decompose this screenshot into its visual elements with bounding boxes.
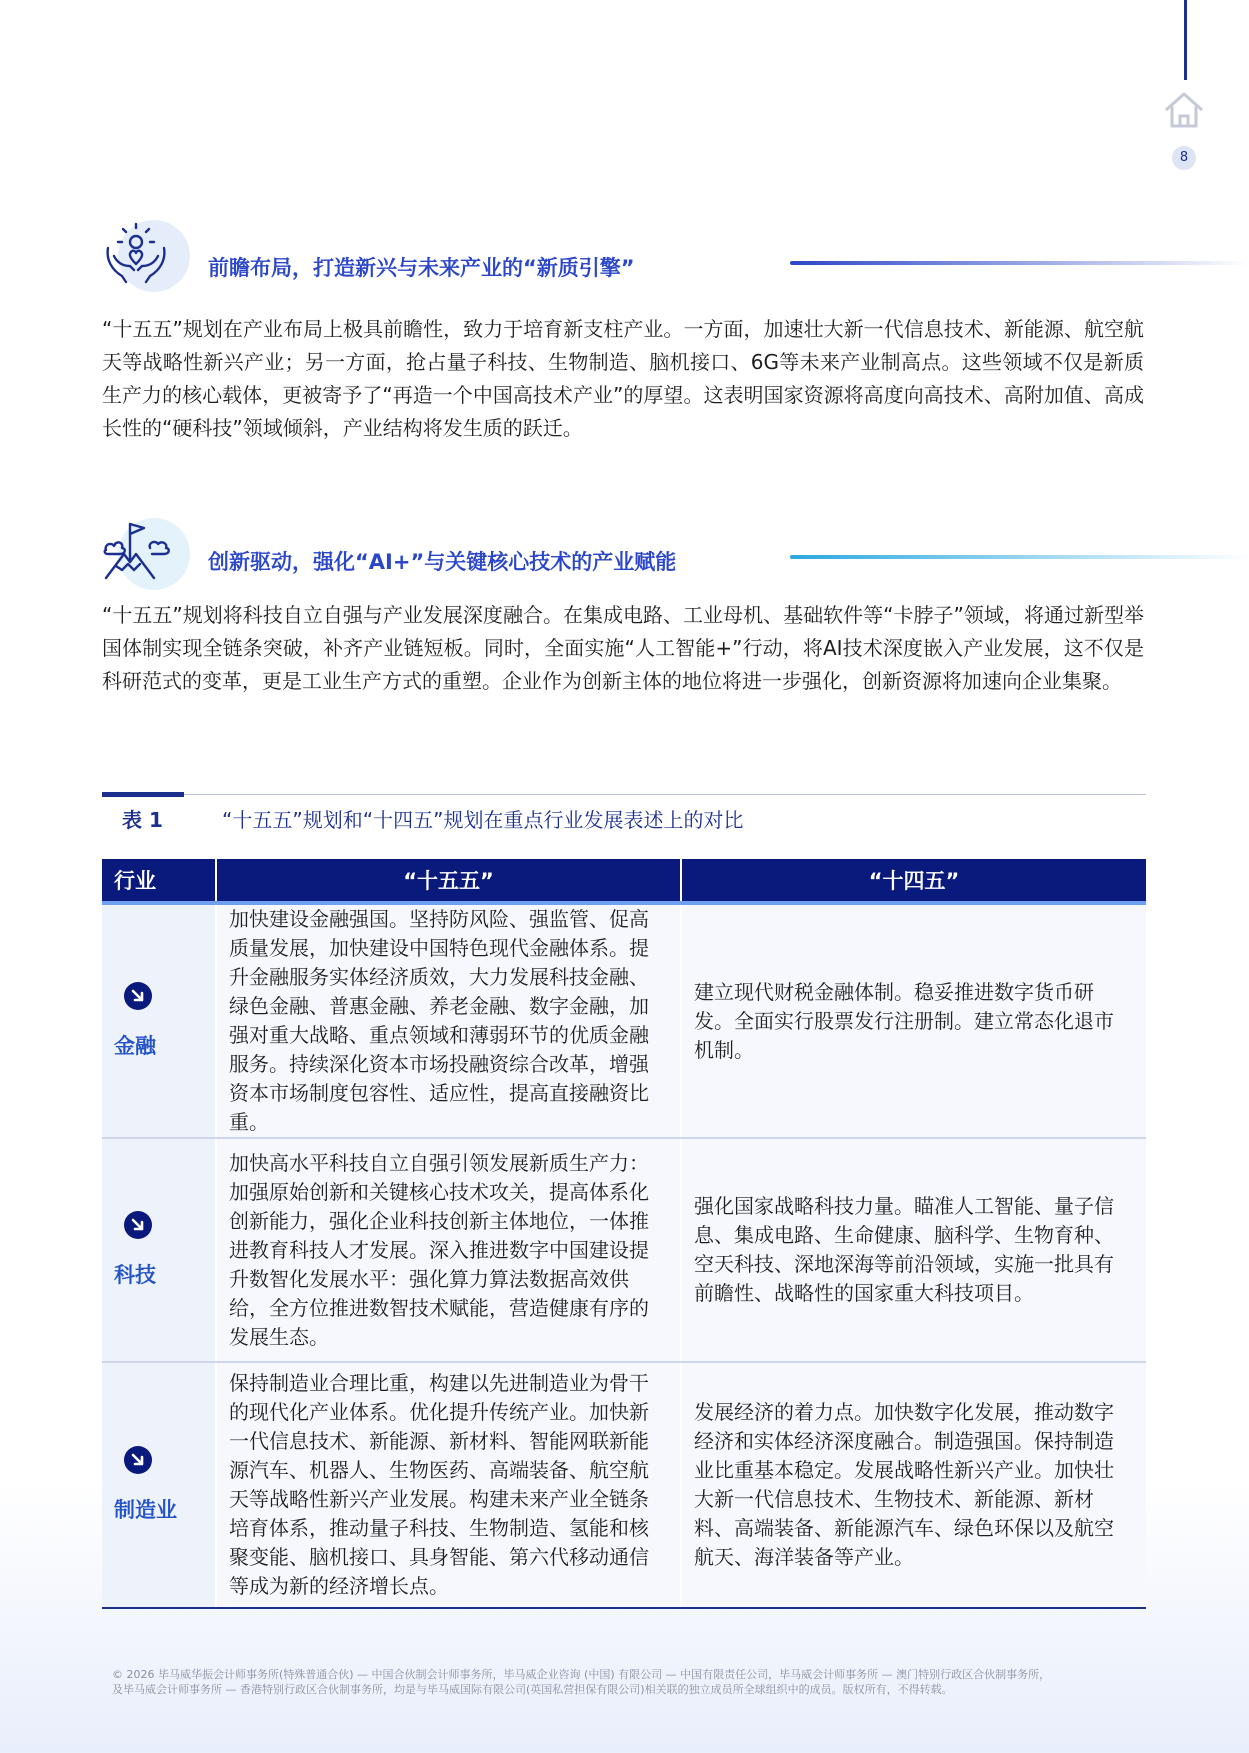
mountain-flag-icon xyxy=(100,518,192,590)
industry-label: 制造业 xyxy=(114,1497,177,1522)
table-row xyxy=(102,1362,1146,1608)
industry-label: 金融 xyxy=(114,1033,156,1058)
plan-14-text: 建立现代财税金融体制。稳妥推进数字货币研发。全面实行股票发行注册制。建立常态化退市机制。 xyxy=(681,903,1146,1138)
header-industry: 行业 xyxy=(102,859,216,903)
arrow-down-right-icon xyxy=(124,982,152,1010)
plan-14-text: 强化国家战略科技力量。瞄准人工智能、量子信息、集成电路、生命健康、脑科学、生物育种、空天科技、深地深海等前沿领域，实施一批具有前瞻性、战略性的国家重大科技项目。 xyxy=(681,1138,1146,1362)
footer-line-2: 及毕马威会计师事务所 — 香港特别行政区合伙制事务所，均是与毕马威国际有限公司(英国私营担保有限公司)相关联的独立成员所全球组织中的成员。版权所有，不得转载。 xyxy=(112,1683,953,1696)
table-row xyxy=(102,903,1146,1138)
table-number: 表 1 xyxy=(122,808,163,832)
header-15th-plan: “十五五” xyxy=(216,859,681,903)
plan-14-text: 发展经济的着力点。加快数字化发展，推动数字经济和实体经济深度融合。制造强国。保持制造业比重基本稳定。发展战略性新兴产业。加快壮大新一代信息技术、生物技术、新能源、新材料、高端装备、新能源汽车、绿色环保以及航空航天、海洋装备等产业。 xyxy=(681,1362,1146,1608)
section-header-innovation xyxy=(100,518,1150,598)
section-title: 创新驱动，强化“AI+”与关键核心技术的产业赋能 xyxy=(208,550,677,574)
table-row xyxy=(102,1138,1146,1362)
plan-15-text: 加快高水平科技自立自强引领发展新质生产力：加强原始创新和关键核心技术攻关，提高体系化创新能力，强化企业科技创新主体地位，一体推进教育科技人才发展。深入推进数字中国建设提升数智化发展水平：强化算力算法数据高效供给，全方位推进数智技术赋能，营造健康有序的发展生态。 xyxy=(216,1138,681,1362)
arrow-down-right-icon xyxy=(124,1446,152,1474)
table-top-rule xyxy=(102,794,1146,795)
industry-label: 科技 xyxy=(114,1262,156,1287)
page-number: 8 xyxy=(1172,146,1196,170)
copyright-footer xyxy=(112,1667,1152,1697)
section-title: 前瞻布局，打造新兴与未来产业的“新质引擎” xyxy=(208,256,635,280)
plan-15-text: 保持制造业合理比重，构建以先进制造业为骨干的现代化产业体系。优化提升传统产业。加快新一代信息技术、新能源、新材料、智能网联新能源汽车、机器人、生物医药、高端装备、航空航天等战略性新兴产业发展。构建未来产业全链条培育体系，推动量子科技、生物制造、氢能和核聚变能、脑机接口、具身智能、第六代移动通信等成为新的经济增长点。 xyxy=(216,1362,681,1608)
comparison-table xyxy=(102,859,1146,1609)
table-header-row xyxy=(102,859,1146,903)
table-caption: “十五五”规划和“十四五”规划在重点行业发展表述上的对比 xyxy=(222,808,744,832)
top-vertical-line xyxy=(1184,0,1187,80)
footer-line-1: © 2026 毕马威华振会计师事务所(特殊普通合伙) — 中国合伙制会计师事务所，毕马威企业咨询 (中国) 有限公司 — 中国有限责任公司，毕马威会计师事务所 — 澳门特别行政区合伙制事务所， xyxy=(112,1668,1051,1681)
home-icon[interactable] xyxy=(1162,90,1206,130)
header-14th-plan: “十四五” xyxy=(681,859,1146,903)
section-paragraph: “十五五”规划在产业布局上极具前瞻性，致力于培育新支柱产业。一方面，加速壮大新一代信息技术、新能源、航空航天等战略性新兴产业；另一方面，抢占量子科技、生物制造、脑机接口、6G等未来产业制高点。这些领域不仅是新质生产力的核心载体，更被寄予了“再造一个中国高技术产业”的厚望。这表明国家资源将高度向高技术、高附加值、高成长性的“硬科技”领域倾斜，产业结构将发生质的跃迁。 xyxy=(102,317,1144,440)
hands-lightbulb-icon xyxy=(100,220,192,292)
section-divider xyxy=(790,261,1249,265)
section-divider xyxy=(790,555,1249,559)
arrow-down-right-icon xyxy=(124,1211,152,1239)
table-tab-accent xyxy=(102,792,184,797)
plan-15-text: 加快建设金融强国。坚持防风险、强监管、促高质量发展，加快建设中国特色现代金融体系。提升金融服务实体经济质效，大力发展科技金融、绿色金融、普惠金融、养老金融、数字金融，加强对重大战略、重点领域和薄弱环节的优质金融服务。持续深化资本市场投融资综合改革，增强资本市场制度包容性、适应性，提高直接融资比重。 xyxy=(216,903,681,1138)
industry-cell xyxy=(102,1138,216,1362)
industry-cell xyxy=(102,903,216,1138)
industry-cell xyxy=(102,1362,216,1608)
section-header-foresight xyxy=(100,220,1150,300)
section-paragraph: “十五五”规划将科技自立自强与产业发展深度融合。在集成电路、工业母机、基础软件等“卡脖子”领域，将通过新型举国体制实现全链条突破，补齐产业链短板。同时，全面实施“人工智能+”行动，将AI技术深度嵌入产业发展，这不仅是科研范式的变革，更是工业生产方式的重塑。企业作为创新主体的地位将进一步强化，创新资源将加速向企业集聚。 xyxy=(102,603,1144,693)
